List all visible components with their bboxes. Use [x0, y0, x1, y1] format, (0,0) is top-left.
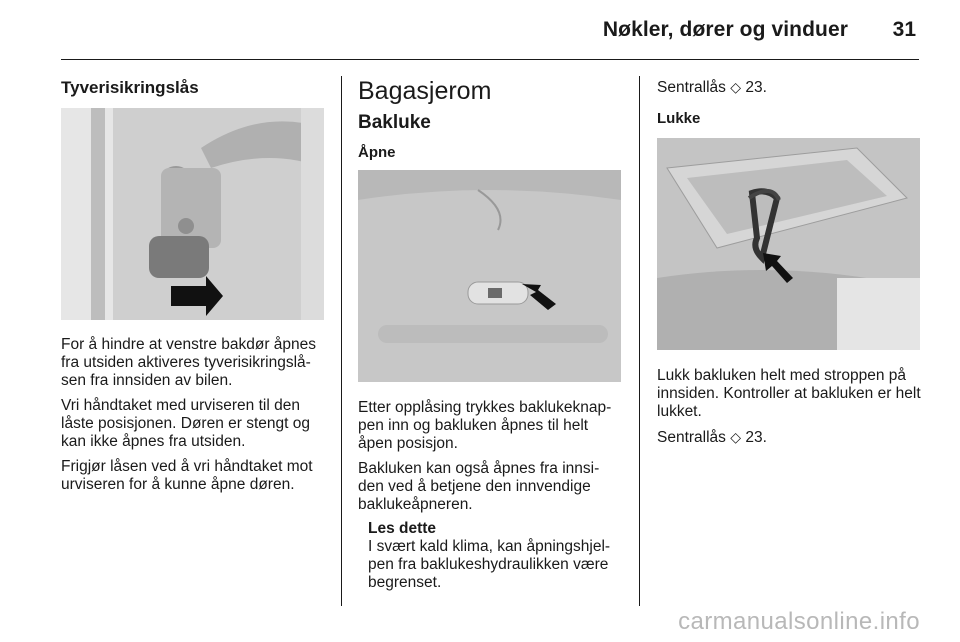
paragraph: Vri håndtaket med urviseren til den låste posisjonen. Døren er stengt og kan ikke åpnes fra utsiden. [61, 397, 310, 450]
chapter-heading: Bagasjerom [358, 77, 492, 105]
watermark: carmanualsonline.info [678, 608, 920, 635]
section-heading: Tyverisikringslås [61, 78, 199, 97]
note-text: I svært kald klima, kan åpningshjel-pen fra baklukeshydraulikken være begrenset. [368, 538, 611, 591]
column-divider [341, 76, 342, 606]
header-title: Nøkler, dører og vinduer [602, 18, 848, 41]
header-rule [61, 59, 919, 60]
paragraph: For å hindre at venstre bakdør åpnes fra utsiden aktiveres tyverisikringslå-sen fra innsiden av bilen. [61, 336, 317, 389]
reference-arrow-icon: ◇ [730, 79, 742, 95]
reference-arrow-icon: ◇ [730, 429, 742, 445]
column-2 [358, 78, 622, 592]
figure-tailgate-close [657, 138, 920, 350]
cross-reference[interactable]: Sentrallås ◇ 23. [657, 429, 767, 446]
page-number: 31 [892, 18, 916, 41]
cross-reference[interactable]: Sentrallås ◇ 23. [657, 79, 767, 96]
paragraph: Lukk bakluken helt med stroppen på innsiden. Kontroller at bakluken er helt lukket. [657, 367, 921, 420]
paragraph: Bakluken kan også åpnes fra innsi-den ved å betjene den innvendige baklukeåpneren. [358, 460, 600, 513]
note [368, 520, 622, 592]
figure-tailgate-open [358, 170, 621, 382]
subsubheading: Lukke [657, 110, 701, 127]
subheading: Bakluke [358, 112, 431, 133]
figure-door-lock [61, 108, 324, 320]
paragraph: Frigjør låsen ved å vri håndtaket mot urviseren for å kunne åpne døren. [61, 458, 313, 493]
column-3 [657, 78, 921, 447]
paragraph: Etter opplåsing trykkes baklukeknap-pen inn og bakluken åpnes til helt åpen posisjon. [358, 399, 612, 452]
column-divider [639, 76, 640, 606]
subsubheading: Åpne [358, 144, 396, 161]
column-1 [61, 78, 325, 494]
note-title: Les dette [368, 520, 437, 537]
